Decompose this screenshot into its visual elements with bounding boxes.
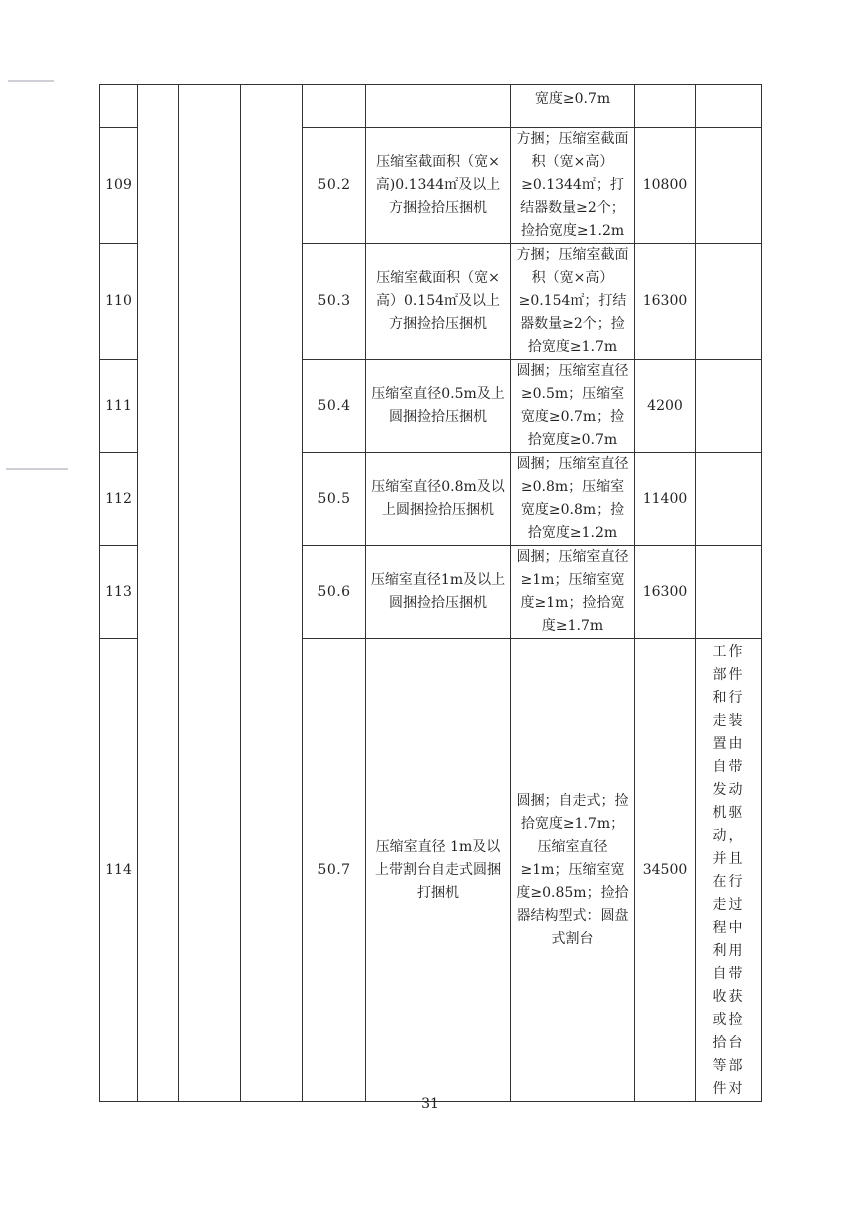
scan-artifact [6, 468, 68, 470]
item-spec: 圆捆；自走式；捡拾宽度≥1.7m；压缩室直径≥1m；压缩室宽度≥0.85m；捡拾器结构型式：圆盘式割台 [511, 639, 635, 1102]
cell-subcategory [179, 85, 241, 1102]
page-number: 31 [421, 1096, 439, 1112]
item-name: 压缩室直径0.8m及以上圆捆捡拾压捆机 [366, 453, 511, 546]
item-spec: 圆捆；压缩室直径≥1m；压缩室宽度≥1m；捡拾宽度≥1.7m [511, 546, 635, 639]
item-note-text: 工作部件和行走装置由自带发动机驱动，并且在行走过程中利用自带收获或捡拾台等部件对 [712, 644, 745, 1097]
item-code: 50.4 [303, 360, 366, 453]
scan-artifact [8, 80, 54, 82]
item-spec: 圆捆；压缩室直径≥0.8m；压缩室宽度≥0.8m；捡拾宽度≥1.2m [511, 453, 635, 546]
item-spec: 方捆；压缩室截面积（宽×高）≥0.154㎡；打结器数量≥2个；捡拾宽度≥1.7m [511, 244, 635, 360]
item-price: 16300 [635, 244, 696, 360]
cell-item [241, 85, 303, 1102]
cell-note [696, 453, 762, 546]
item-note [696, 639, 762, 1102]
item-name: 压缩室直径0.5m及上圆捆捡拾压捆机 [366, 360, 511, 453]
cell-spec: 宽度≥0.7m [511, 85, 635, 128]
cell-code [303, 85, 366, 128]
cell-category [138, 85, 179, 1102]
cell-note [696, 546, 762, 639]
item-name: 压缩室直径1m及以上圆捆捡拾压捆机 [366, 546, 511, 639]
row-number: 113 [100, 546, 138, 639]
item-spec: 圆捆；压缩室直径≥0.5m；压缩室宽度≥0.7m；捡拾宽度≥0.7m [511, 360, 635, 453]
item-code: 50.7 [303, 639, 366, 1102]
row-number: 110 [100, 244, 138, 360]
item-code: 50.5 [303, 453, 366, 546]
item-price: 11400 [635, 453, 696, 546]
item-price: 4200 [635, 360, 696, 453]
cell-name [366, 85, 511, 128]
item-name: 压缩室截面积（宽×高)0.1344㎡及以上方捆捡拾压捆机 [366, 128, 511, 244]
item-price: 16300 [635, 546, 696, 639]
item-price: 34500 [635, 639, 696, 1102]
item-code: 50.2 [303, 128, 366, 244]
item-spec: 方捆；压缩室截面积（宽×高）≥0.1344㎡；打结器数量≥2个；捡拾宽度≥1.2m [511, 128, 635, 244]
row-number: 109 [100, 128, 138, 244]
cell-note [696, 85, 762, 128]
cell-num [100, 85, 138, 128]
cell-price [635, 85, 696, 128]
item-code: 50.3 [303, 244, 366, 360]
row-number: 112 [100, 453, 138, 546]
cell-note [696, 244, 762, 360]
row-number: 114 [100, 639, 138, 1102]
subsidy-table [99, 84, 762, 1102]
item-name: 压缩室截面积（宽×高）0.154㎡及以上方捆捡拾压捆机 [366, 244, 511, 360]
row-number: 111 [100, 360, 138, 453]
item-name: 压缩室直径 1m及以上带割台自走式圆捆打捆机 [366, 639, 511, 1102]
item-code: 50.6 [303, 546, 366, 639]
cell-note [696, 360, 762, 453]
cell-note [696, 128, 762, 244]
item-price: 10800 [635, 128, 696, 244]
table-row-continued [100, 85, 762, 128]
